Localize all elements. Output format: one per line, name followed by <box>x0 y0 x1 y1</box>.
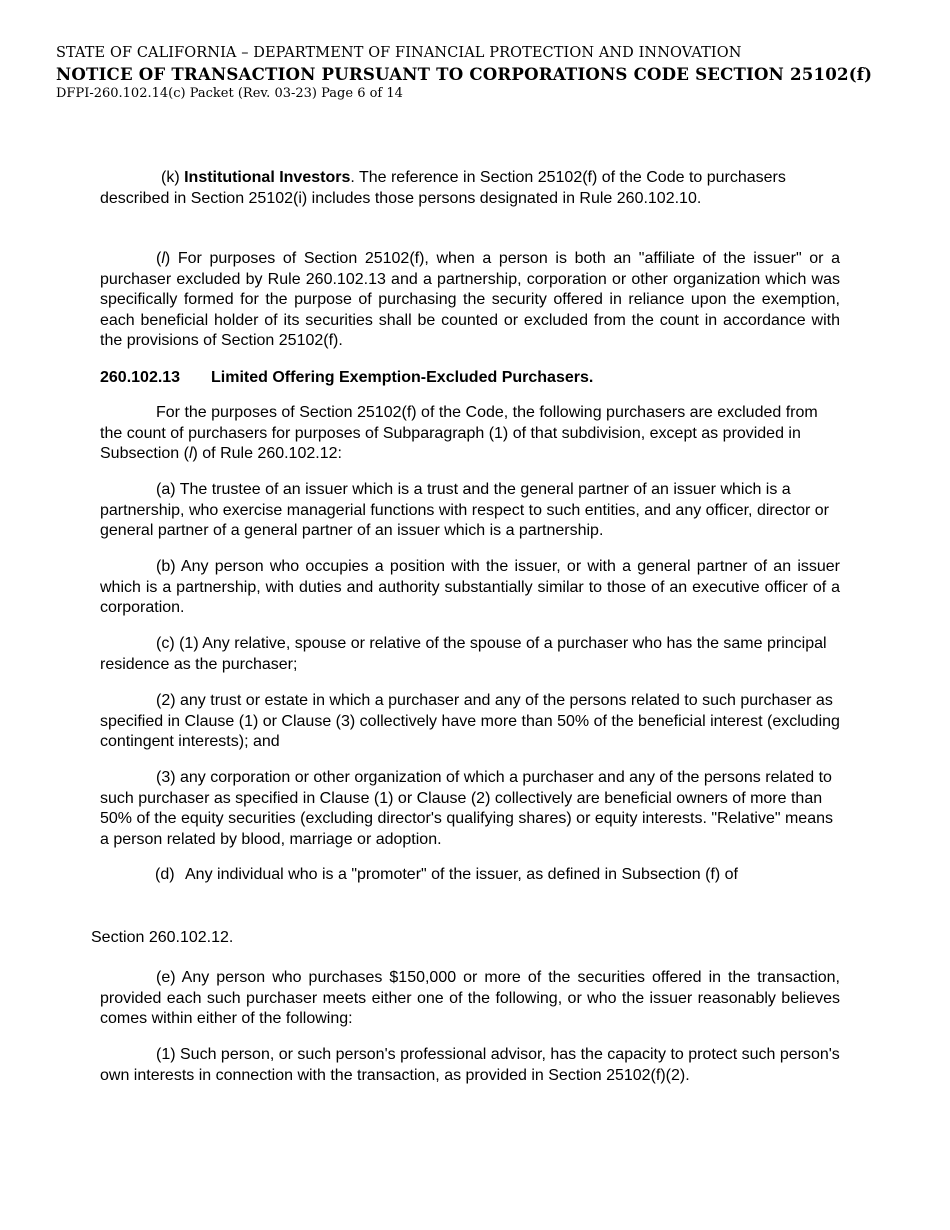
paragraph-k-heading: Institutional Investors <box>184 169 351 186</box>
paragraph-l-text: ) For purposes of Section 25102(f), when a person is both an "affiliate of the issuer" or a purchaser excluded by Rule 260.102.13 and a partnership, corporation or other organization which was specifically formed for the purpose of purchasing the security offered in reliance upon the exemption, each beneficial holder of its securities shall be counted or excluded from the count in accordance with the provisions of Section 25102(f). <box>100 250 840 350</box>
paragraph-k <box>100 168 840 209</box>
section-intro: For the purposes of Section 25102(f) of the Code, the following purchasers are excluded from the count of purchasers for purposes of Subparagraph (1) of that subdivision, except as provided in Subsection (l) of Rule 260.102.12: <box>100 404 818 463</box>
paragraph-k-label: (k) <box>161 169 185 186</box>
paragraph-c2: (2) any trust or estate in which a purchaser and any of the persons related to such purchaser as specified in Clause (1) or Clause (3) collectively have more than 50% of the beneficial interest (excluding contingent interests); and <box>100 692 840 751</box>
section-heading <box>100 368 840 389</box>
paragraph-d-label: (d) <box>155 866 175 883</box>
paragraph-b: (b) Any person who occupies a position with the issuer, or with a general partner of an issuer which is a partnership, with duties and authority substantially similar to those of an executive officer of a corporation. <box>100 558 840 617</box>
paragraph-d-text: Any individual who is a "promoter" of the issuer, as defined in Subsection (f) of <box>185 866 738 883</box>
paragraph-e1: (1) Such person, or such person's professional advisor, has the capacity to protect such person's own interests in connection with the transaction, as provided in Section 25102(f)(2). <box>100 1046 840 1084</box>
paragraph-a: (a) The trustee of an issuer which is a trust and the general partner of an issuer which is a partnership, who exercise managerial functions with respect to such entities, and any officer, director or general partner of a general partner of an issuer which is a partnership. <box>100 481 829 540</box>
paragraph-d <box>155 865 830 886</box>
notice-title: NOTICE OF TRANSACTION PURSUANT TO CORPORATIONS CODE SECTION 25102(f) <box>56 64 873 84</box>
section-number: 260.102.13 <box>100 369 181 386</box>
paragraph-l-letter: l <box>161 250 165 267</box>
paragraph-c1: (c) (1) Any relative, spouse or relative of the spouse of a purchaser who has the same principal residence as the purchaser; <box>100 635 827 673</box>
paragraph-e: (e) Any person who purchases $150,000 or more of the securities offered in the transaction, provided each such purchaser meets either one of the following, or who the issuer reasonably believes comes within either of the following: <box>100 969 840 1028</box>
paragraph-d-continuation: Section 260.102.12. <box>91 929 234 946</box>
document-header <box>56 43 872 103</box>
form-number-page: DFPI-260.102.14(c) Packet (Rev. 03-23) Page 6 of 14 <box>56 86 403 101</box>
section-title: Limited Offering Exemption-Excluded Purchasers. <box>211 369 594 386</box>
paragraph-l: (l) For purposes of Section 25102(f), when a person is both an "affiliate of the issuer" or a purchaser excluded by Rule 260.102.13 and a partnership, corporation or other organization which was specifically formed for the purpose of purchasing the security offered in reliance upon the exemption, each beneficial holder of its securities shall be counted or excluded from the count in accordance with the provisions of Section 25102(f). <box>100 250 840 350</box>
paragraph-k-text: . The reference in Section 25102(f) of the Code to purchasers described in Section 25102(i) includes those persons designated in Rule 260.102.10. <box>100 169 786 207</box>
department-line: STATE OF CALIFORNIA – DEPARTMENT OF FINANCIAL PROTECTION AND INNOVATION <box>56 45 742 61</box>
paragraph-c3: (3) any corporation or other organization of which a purchaser and any of the persons related to such purchaser as specified in Clause (1) or Clause (2) collectively are beneficial owners of more than 50% of the equity securities (excluding director's qualifying shares) or equity interests. "Relative" means a person related by blood, marriage or adoption. <box>100 769 833 848</box>
